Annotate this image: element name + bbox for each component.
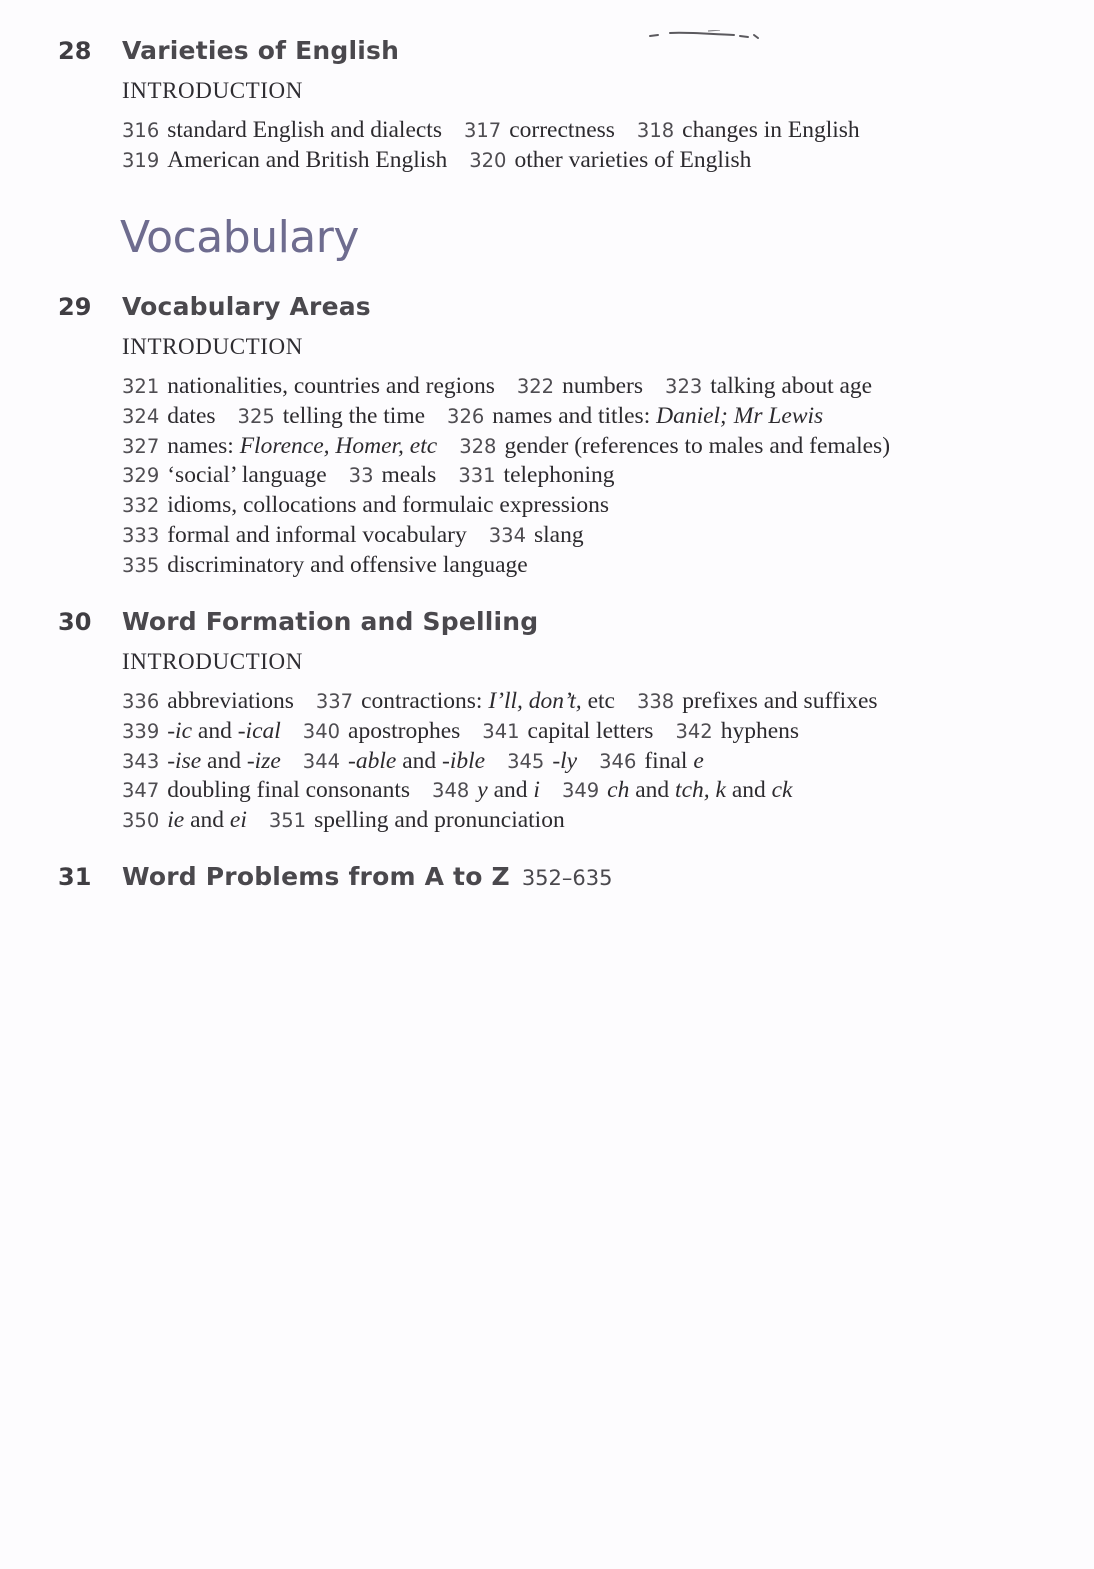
entry-text: and bbox=[725, 777, 772, 804]
entry-number: 345 bbox=[507, 749, 545, 773]
entry-text: etc bbox=[581, 688, 615, 714]
entry-number: 327 bbox=[122, 434, 160, 458]
entry-lines bbox=[122, 687, 1038, 836]
toc-entry bbox=[122, 777, 410, 803]
entry-text: -ly bbox=[552, 747, 578, 774]
entry-line bbox=[122, 146, 1038, 176]
toc-entry bbox=[303, 718, 461, 744]
chapter-number: 29 bbox=[58, 293, 92, 321]
entry-line bbox=[122, 491, 1038, 521]
entry-text: names and titles: bbox=[492, 402, 657, 429]
entry-text: capital letters bbox=[527, 717, 654, 744]
entry-number: 347 bbox=[122, 779, 160, 803]
entry-number: 348 bbox=[432, 779, 470, 803]
toc-entry bbox=[675, 718, 799, 744]
toc-entry bbox=[269, 807, 565, 833]
entry-number: 325 bbox=[237, 404, 275, 428]
entry-number: 324 bbox=[122, 404, 160, 428]
entry-number: 342 bbox=[675, 719, 713, 743]
entry-text: and bbox=[192, 717, 238, 744]
entry-text: names: bbox=[167, 432, 240, 459]
toc-entry bbox=[122, 373, 495, 399]
entry-text: -able bbox=[348, 747, 397, 774]
entry-text: i bbox=[533, 777, 540, 804]
chapter-29 bbox=[58, 292, 1038, 581]
entry-text: doubling final consonants bbox=[167, 777, 411, 804]
entry-line bbox=[122, 687, 1038, 717]
entry-number: 321 bbox=[122, 375, 160, 398]
entry-number: 316 bbox=[122, 119, 160, 142]
toc-entry bbox=[349, 462, 437, 488]
toc-entry bbox=[469, 147, 751, 173]
entry-line bbox=[122, 806, 1038, 836]
entry-text: talking about age bbox=[710, 373, 873, 399]
entry-line bbox=[122, 776, 1038, 806]
toc-entry bbox=[122, 552, 528, 578]
introduction-label: INTRODUCTION bbox=[122, 334, 303, 359]
entry-text: y bbox=[477, 777, 488, 804]
entry-text: and bbox=[201, 747, 247, 774]
entry-number: 328 bbox=[459, 434, 497, 458]
chapter-number: 30 bbox=[58, 608, 92, 636]
toc-entry bbox=[122, 807, 247, 833]
entry-line bbox=[122, 551, 1038, 581]
entry-number: 329 bbox=[122, 464, 160, 488]
entry-text: tch, k bbox=[675, 777, 726, 804]
entry-number: 331 bbox=[458, 464, 496, 488]
chapter-heading bbox=[58, 36, 1038, 72]
entry-text: correctness bbox=[509, 117, 615, 143]
entry-text: e bbox=[693, 747, 704, 774]
entry-text: meals bbox=[381, 462, 437, 489]
entry-number: 351 bbox=[268, 809, 307, 833]
toc-entry bbox=[122, 433, 437, 459]
entry-number: 344 bbox=[302, 749, 341, 773]
entry-number: 322 bbox=[516, 375, 555, 398]
entry-text: idioms, collocations and formulaic expressions bbox=[167, 492, 610, 519]
entry-number: 340 bbox=[302, 719, 341, 743]
entry-number: 350 bbox=[122, 809, 160, 833]
page-range: 352–635 bbox=[521, 866, 613, 890]
entry-text: hyphens bbox=[720, 717, 800, 744]
entry-text: ck bbox=[771, 777, 793, 804]
introduction-label: INTRODUCTION bbox=[122, 78, 303, 103]
entry-number: 338 bbox=[636, 690, 675, 713]
entry-text: and bbox=[184, 807, 230, 834]
entry-text: ch bbox=[607, 777, 630, 804]
entry-number: 336 bbox=[122, 690, 160, 713]
toc-entry bbox=[122, 522, 467, 548]
toc-entry bbox=[122, 688, 294, 714]
entry-text: standard English and dialects bbox=[167, 117, 442, 143]
toc-entry bbox=[464, 117, 615, 143]
entry-text: abbreviations bbox=[167, 688, 294, 714]
toc-entry bbox=[482, 718, 653, 744]
entry-text: -ical bbox=[237, 717, 281, 744]
entry-text: ‘social’ language bbox=[167, 462, 327, 489]
entry-line bbox=[122, 402, 1038, 432]
toc-entry bbox=[432, 777, 540, 803]
entry-text: spelling and pronunciation bbox=[314, 807, 565, 834]
entry-line bbox=[122, 116, 1038, 146]
chapter-heading bbox=[58, 862, 1038, 898]
toc-entry bbox=[517, 373, 643, 399]
toc-entry bbox=[459, 433, 890, 459]
section-heading: Vocabulary bbox=[120, 212, 359, 263]
entry-text: -ic bbox=[167, 717, 193, 744]
entry-number: 349 bbox=[561, 779, 600, 803]
toc-entry bbox=[122, 718, 281, 744]
entry-number: 318 bbox=[636, 119, 675, 142]
entry-number: 332 bbox=[122, 494, 160, 518]
entry-text: and bbox=[396, 747, 443, 774]
entry-text: other varieties of English bbox=[514, 146, 752, 173]
entry-number: 333 bbox=[122, 523, 160, 547]
chapter-title: Vocabulary Areas bbox=[122, 292, 371, 321]
toc-entry bbox=[303, 748, 485, 774]
entry-text: dates bbox=[167, 402, 216, 429]
toc-entry bbox=[122, 462, 327, 488]
entry-text: and bbox=[487, 777, 534, 804]
entry-text: nationalities, countries and regions bbox=[167, 373, 495, 399]
toc-entry bbox=[458, 462, 614, 488]
entry-number: 334 bbox=[488, 523, 526, 547]
toc-entry bbox=[637, 688, 878, 714]
entry-text: American and British English bbox=[167, 146, 448, 173]
entry-text: -ize bbox=[246, 747, 281, 774]
entry-text: Daniel; Mr Lewis bbox=[656, 402, 824, 429]
entry-text: contractions: bbox=[361, 688, 489, 714]
entry-text: telephoning bbox=[503, 462, 615, 489]
entry-number: 33 bbox=[348, 464, 374, 488]
entry-text: discriminatory and offensive language bbox=[167, 551, 528, 578]
entry-text: gender (references to males and females) bbox=[504, 432, 891, 459]
chapter-31 bbox=[58, 862, 1038, 898]
toc-entry bbox=[122, 117, 442, 143]
toc-entry bbox=[122, 748, 281, 774]
toc-entry bbox=[122, 147, 447, 173]
chapter-title: Word Problems from A to Z bbox=[122, 862, 510, 891]
chapter-number: 31 bbox=[58, 863, 92, 891]
entry-text: apostrophes bbox=[348, 717, 461, 744]
toc-entry bbox=[238, 403, 426, 429]
toc-entry bbox=[122, 492, 609, 518]
entry-text: numbers bbox=[562, 373, 644, 399]
chapter-number: 28 bbox=[58, 37, 92, 65]
entry-number: 320 bbox=[469, 148, 507, 172]
chapter-heading bbox=[58, 607, 1038, 643]
entry-number: 343 bbox=[122, 749, 160, 773]
chapter-28 bbox=[58, 36, 1038, 176]
entry-text: changes in English bbox=[682, 117, 860, 143]
entry-number: 335 bbox=[122, 553, 160, 577]
entry-number: 326 bbox=[447, 404, 485, 428]
entry-lines bbox=[122, 372, 1038, 581]
entry-text: prefixes and suffixes bbox=[682, 688, 878, 714]
introduction-label: INTRODUCTION bbox=[122, 649, 303, 674]
entry-lines bbox=[122, 116, 1038, 176]
entry-text: I’ll, don’t, bbox=[488, 688, 582, 714]
toc-entry bbox=[599, 748, 704, 774]
entry-text: telling the time bbox=[282, 402, 426, 429]
entry-text: slang bbox=[533, 521, 584, 548]
entry-line bbox=[122, 461, 1038, 491]
entry-text: -ise bbox=[167, 747, 202, 774]
entry-number: 323 bbox=[665, 375, 703, 398]
entry-line bbox=[122, 747, 1038, 777]
toc-entry bbox=[122, 403, 216, 429]
entry-number: 339 bbox=[122, 719, 160, 743]
entry-text: final bbox=[644, 747, 694, 774]
entry-line bbox=[122, 521, 1038, 551]
chapter-30 bbox=[58, 607, 1038, 836]
toc-entry bbox=[489, 522, 584, 548]
chapter-title: Word Formation and Spelling bbox=[122, 607, 539, 636]
entry-line bbox=[122, 432, 1038, 462]
entry-text: and bbox=[629, 777, 676, 804]
toc-entry bbox=[665, 373, 872, 399]
entry-number: 319 bbox=[122, 148, 160, 172]
chapter-heading bbox=[58, 292, 1038, 328]
entry-line bbox=[122, 372, 1038, 402]
entry-text: formal and informal vocabulary bbox=[167, 521, 467, 548]
entry-number: 341 bbox=[482, 719, 520, 743]
entry-number: 317 bbox=[463, 119, 502, 142]
toc-entry bbox=[637, 117, 860, 143]
chapter-title: Varieties of English bbox=[122, 36, 400, 65]
entry-text: Florence, Homer, etc bbox=[239, 432, 438, 459]
toc-entry bbox=[447, 403, 823, 429]
entry-text: ei bbox=[229, 807, 247, 834]
entry-line bbox=[122, 717, 1038, 747]
toc-entry bbox=[562, 777, 793, 803]
entry-text: ie bbox=[167, 807, 185, 834]
toc-entry bbox=[507, 748, 577, 774]
entry-number: 346 bbox=[599, 749, 637, 773]
entry-number: 337 bbox=[315, 690, 354, 713]
toc-entry bbox=[316, 688, 615, 714]
entry-text: -ible bbox=[442, 747, 486, 774]
